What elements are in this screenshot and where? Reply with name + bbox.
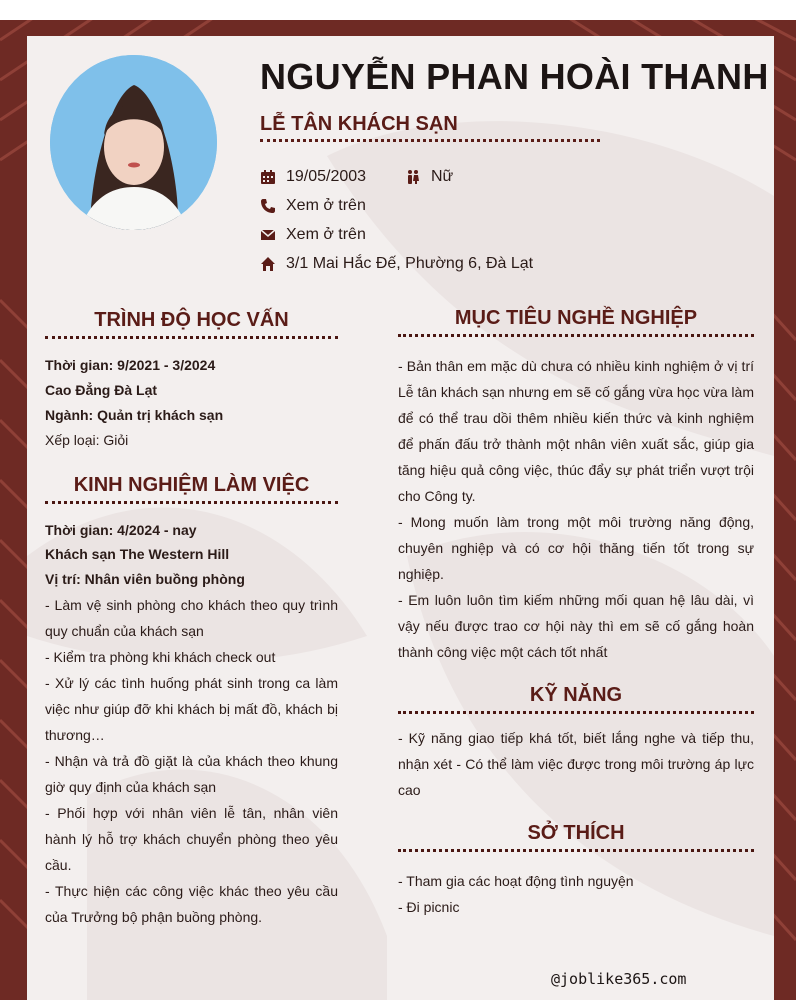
hobby-item: - Tham gia các hoạt động tình nguyện (398, 873, 634, 889)
objective-paragraph: - Em luôn luôn tìm kiếm những mối quan hệ lâu dài, vì vậy nếu được trao cơ hội này thì em sẽ cố gắng hoàn thành công việc một cách tốt nhất (398, 592, 754, 660)
email-row (260, 226, 366, 244)
education-grade: Xếp loại: Giỏi (45, 432, 129, 448)
gender-value: Nữ (431, 168, 454, 185)
address-row (260, 255, 533, 273)
education-school: Cao Đẳng Đà Lạt (45, 382, 158, 398)
education-heading: TRÌNH ĐỘ HỌC VẤN (94, 309, 289, 331)
phone-icon (260, 198, 276, 214)
hobbies-divider (398, 849, 754, 852)
job-title: LỄ TÂN KHÁCH SẠN (260, 113, 458, 135)
duty-item: - Xử lý các tình huống phát sinh trong ca làm việc như giúp đỡ khi khách bị mất đồ, khách bị thương… (45, 675, 338, 743)
birthday-value: 19/05/2003 (286, 168, 367, 185)
phone-value: Xem ở trên (286, 197, 366, 214)
duty-item: - Phối hợp với nhân viên lễ tân, nhân viên hành lý hỗ trợ khách chuyển phòng theo yêu cầu. (45, 805, 338, 873)
candidate-name: NGUYỄN PHAN HOÀI THANH (260, 56, 769, 97)
title-divider (260, 139, 600, 142)
experience-heading: KINH NGHIỆM LÀM VIỆC (73, 474, 310, 496)
people-icon (405, 169, 421, 185)
mail-icon (260, 227, 276, 243)
birthday-row (260, 168, 366, 186)
experience-divider (45, 501, 338, 504)
phone-row (260, 197, 366, 215)
education-section (45, 353, 338, 453)
calendar-icon (260, 169, 276, 185)
duty-item: - Nhận và trả đồ giặt là của khách theo khung giờ quy định của khách sạn (45, 753, 338, 795)
skills-text: - Kỹ năng giao tiếp khá tốt, biết lắng nghe và tiếp thu, nhận xét - Có thể làm việc được trong môi trường áp lực cao (398, 730, 754, 798)
education-divider (45, 336, 338, 339)
hobby-item: - Đi picnic (398, 899, 460, 915)
email-value: Xem ở trên (286, 226, 366, 243)
footer-handle: @joblike365.com (551, 970, 687, 988)
objective-heading: MỤC TIÊU NGHỀ NGHIỆP (454, 307, 698, 329)
duty-item: - Làm vệ sinh phòng cho khách theo quy trình quy chuẩn của khách sạn (45, 597, 338, 639)
experience-section (45, 518, 338, 930)
home-icon (260, 256, 276, 272)
address-value: 3/1 Mai Hắc Đế, Phường 6, Đà Lạt (286, 255, 534, 272)
education-major: Ngành: Quản trị khách sạn (45, 407, 224, 423)
duty-item: - Kiểm tra phòng khi khách check out (45, 649, 276, 665)
objective-paragraph: - Bản thân em mặc dù chưa có nhiều kinh nghiệm ở vị trí Lễ tân khách sạn nhưng em sẽ cố gắng vừa học vừa làm để có thể trau dồi thêm nhiều kiến thức và kinh nghiệm để phấn đấu trở thành một nhân viên xuất sắc, giúp gia tăng hiệu quả công việc, thúc đẩy sự phát triển vượt trội cho Công ty. (398, 358, 754, 504)
portrait-illustration (50, 55, 217, 230)
objective-divider (398, 334, 754, 337)
hobbies-heading: SỞ THÍCH (527, 822, 625, 844)
experience-position: Vị trí: Nhân viên buồng phòng (45, 571, 245, 587)
gender-row (405, 168, 453, 186)
duty-item: - Thực hiện các công việc khác theo yêu cầu của Trưởng bộ phận buồng phòng. (45, 883, 338, 925)
experience-company: Khách sạn The Western Hill (45, 546, 230, 562)
skills-heading: KỸ NĂNG (529, 684, 623, 706)
objective-section (398, 353, 754, 665)
experience-time: Thời gian: 4/2024 - nay (45, 522, 197, 538)
education-time: Thời gian: 9/2021 - 3/2024 (45, 357, 216, 373)
hobbies-section (398, 868, 754, 920)
profile-photo (50, 55, 217, 230)
objective-paragraph: - Mong muốn làm trong một môi trường năng động, chuyên nghiệp và có cơ hội thăng tiến tốt trong sự nghiệp. (398, 514, 754, 582)
skills-divider (398, 711, 754, 714)
skills-section (398, 725, 754, 803)
